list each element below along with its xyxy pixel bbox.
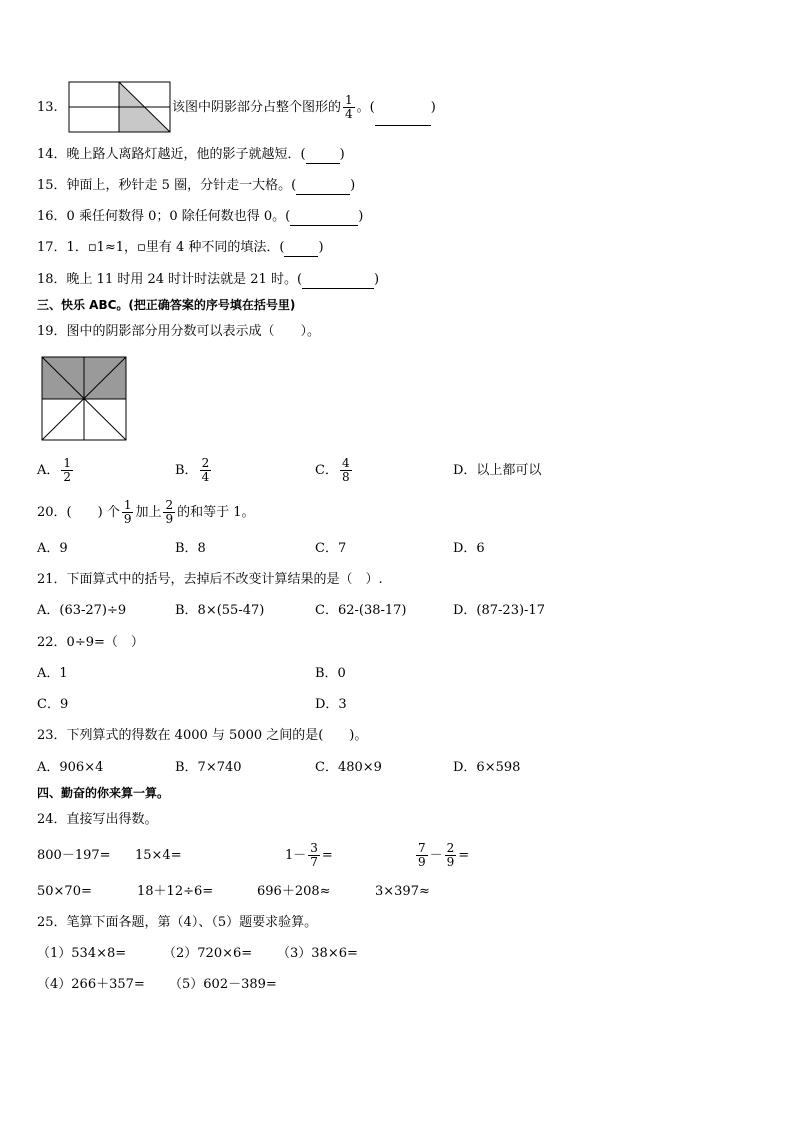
q13-frac-num: 1 bbox=[345, 93, 353, 107]
q24-expr-7: 696＋208≈ bbox=[257, 884, 331, 899]
q13-number: 13. bbox=[37, 100, 58, 115]
q13-paren-open: 。( bbox=[356, 100, 375, 115]
q16-answer-blank[interactable] bbox=[290, 211, 358, 226]
q24-expr-5: 50×70= bbox=[37, 884, 92, 899]
q24-e3-den: 7 bbox=[310, 855, 318, 869]
q18-close: ) bbox=[374, 272, 380, 287]
q17-close: ) bbox=[318, 240, 324, 255]
q23-text: 23．下列算式的得数在 4000 与 5000 之间的是( )。 bbox=[37, 728, 368, 743]
q14-answer-blank[interactable] bbox=[306, 149, 340, 164]
q19-option-c[interactable] bbox=[315, 454, 354, 488]
q20-fraction-2 bbox=[163, 499, 175, 526]
q20-option-a[interactable]: A．9 bbox=[37, 541, 68, 556]
q20-f2-den: 9 bbox=[165, 512, 174, 526]
q20-option-d[interactable]: D．6 bbox=[453, 541, 485, 556]
q19-option-d[interactable]: D．以上都可以 bbox=[453, 463, 542, 478]
q19-option-b[interactable] bbox=[175, 454, 213, 488]
q23-option-c[interactable]: C．480×9 bbox=[315, 760, 382, 775]
q25-text: 25．笔算下面各题，第（4）、（5）题要求验算。 bbox=[37, 915, 318, 930]
q24-e4-num1: 7 bbox=[418, 841, 426, 855]
q21-option-d[interactable]: D．(87-23)-17 bbox=[453, 603, 545, 618]
q24-text: 24．直接写出得数。 bbox=[37, 812, 158, 827]
q24-e4-post: = bbox=[458, 848, 470, 863]
q24-e3-post: = bbox=[321, 848, 333, 863]
q20-option-b[interactable]: B．8 bbox=[175, 541, 206, 556]
q21-text: 21．下面算式中的括号，去掉后不改变计算结果的是（ ）. bbox=[37, 572, 383, 587]
q17 bbox=[37, 239, 324, 257]
q22-text: 22．0÷9=（ ） bbox=[37, 635, 144, 650]
section-3-heading: 三、快乐 ABC。(把正确答案的序号填在括号里) bbox=[37, 298, 296, 312]
q24-e4-op: － bbox=[429, 848, 443, 863]
q15-close: ) bbox=[350, 178, 356, 193]
q14 bbox=[37, 146, 345, 164]
q17-answer-blank[interactable] bbox=[284, 242, 318, 257]
q22-option-d[interactable]: D．3 bbox=[315, 697, 347, 712]
q13-rectangle-figure bbox=[68, 81, 172, 133]
q24-expr-8: 3×397≈ bbox=[375, 884, 430, 899]
q20-f2-num: 2 bbox=[165, 498, 174, 512]
q22-option-c[interactable]: C．9 bbox=[37, 697, 69, 712]
q19-b-fraction bbox=[200, 457, 212, 484]
q25-problem-1: （1）534×8= bbox=[37, 946, 127, 961]
q24-expr-2: 15×4= bbox=[135, 848, 182, 863]
q21-option-a[interactable]: A．(63-27)÷9 bbox=[37, 603, 127, 618]
q23-option-d[interactable]: D．6×598 bbox=[453, 760, 521, 775]
q19-c-fraction bbox=[340, 457, 352, 484]
q16 bbox=[37, 208, 363, 226]
q21-option-b[interactable]: B．8×(55-47) bbox=[175, 603, 265, 618]
q22-option-a[interactable]: A．1 bbox=[37, 666, 68, 681]
q24-e3-num: 3 bbox=[310, 841, 318, 855]
q18-text: 18．晚上 11 时用 24 时计时法就是 21 时。( bbox=[37, 272, 303, 287]
q24-expr-3 bbox=[285, 838, 333, 874]
q19-square-figure bbox=[41, 356, 128, 442]
q19-a-label: A． bbox=[37, 463, 60, 478]
q18 bbox=[37, 271, 379, 289]
q16-text: 16．0 乘任何数得 0；0 除任何数也得 0。( bbox=[37, 209, 291, 224]
q24-e4-den2: 9 bbox=[446, 855, 455, 869]
q19-a-fraction bbox=[61, 457, 73, 484]
q20-option-c[interactable]: C．7 bbox=[315, 541, 347, 556]
q20-mid: 加上 bbox=[135, 505, 162, 520]
q19-c-num: 4 bbox=[341, 456, 350, 470]
q19-a-num: 1 bbox=[63, 456, 72, 470]
q14-text: 14．晚上路人离路灯越近，他的影子就越短．( bbox=[37, 147, 306, 162]
q24-e4-num2: 2 bbox=[446, 841, 455, 855]
q25-problem-4: （4）266＋357= bbox=[37, 977, 145, 992]
q13-answer-blank[interactable] bbox=[375, 111, 431, 126]
q15 bbox=[37, 177, 355, 195]
q24-expr-1: 800－197= bbox=[37, 848, 111, 863]
q13-fraction bbox=[343, 94, 355, 121]
q18-answer-blank[interactable] bbox=[302, 274, 374, 289]
q21-option-c[interactable]: C．62-(38-17) bbox=[315, 603, 407, 618]
q25-problem-2: （2）720×6= bbox=[163, 946, 253, 961]
section-4-heading: 四、勤奋的你来算一算。 bbox=[37, 786, 170, 800]
q24-expr-4 bbox=[414, 838, 469, 874]
q13-paren-close: ) bbox=[430, 100, 436, 115]
q22-option-b[interactable]: B．0 bbox=[315, 666, 346, 681]
q24-e4-fraction-2 bbox=[445, 842, 457, 869]
q24-expr-6: 18＋12÷6= bbox=[137, 884, 214, 899]
q20-post: 的和等于 1。 bbox=[177, 505, 255, 520]
q23-option-b[interactable]: B．7×740 bbox=[175, 760, 242, 775]
q13-text bbox=[172, 90, 436, 126]
q16-close: ) bbox=[358, 209, 364, 224]
q15-text: 15．钟面上，秒针走 5 圈，分针走一大格。( bbox=[37, 178, 297, 193]
q20-pre: 20．( ) 个 bbox=[37, 505, 120, 520]
q19-b-den: 4 bbox=[201, 470, 210, 484]
q20-f1-num: 1 bbox=[123, 498, 132, 512]
q20-f1-den: 9 bbox=[123, 512, 132, 526]
q23-option-a[interactable]: A．906×4 bbox=[37, 760, 104, 775]
q24-e3-pre: 1－ bbox=[285, 848, 307, 863]
q19-option-a[interactable] bbox=[37, 454, 75, 488]
q13-frac-den: 4 bbox=[345, 107, 353, 121]
q19-b-num: 2 bbox=[201, 456, 210, 470]
q20-text bbox=[37, 496, 255, 530]
q19-c-label: C． bbox=[315, 463, 338, 478]
q24-e4-fraction-1 bbox=[416, 842, 428, 869]
q24-e3-fraction bbox=[308, 842, 320, 869]
q15-answer-blank[interactable] bbox=[296, 180, 350, 195]
q24-e4-den1: 9 bbox=[418, 855, 426, 869]
q13-statement: 该图中阴影部分占整个图形的 bbox=[172, 100, 342, 115]
q14-close: ) bbox=[339, 147, 345, 162]
q19-text: 19．图中的阴影部分用分数可以表示成（ ）。 bbox=[37, 324, 321, 339]
q25-problem-5: （5）602－389= bbox=[169, 977, 277, 992]
q19-a-den: 2 bbox=[63, 470, 72, 484]
q19-b-label: B． bbox=[175, 463, 198, 478]
q17-text: 17．1．▫1≈1，▫里有 4 种不同的填法．( bbox=[37, 240, 285, 255]
q19-c-den: 8 bbox=[341, 470, 350, 484]
q25-problem-3: （3）38×6= bbox=[277, 946, 358, 961]
q20-fraction-1 bbox=[122, 499, 134, 526]
